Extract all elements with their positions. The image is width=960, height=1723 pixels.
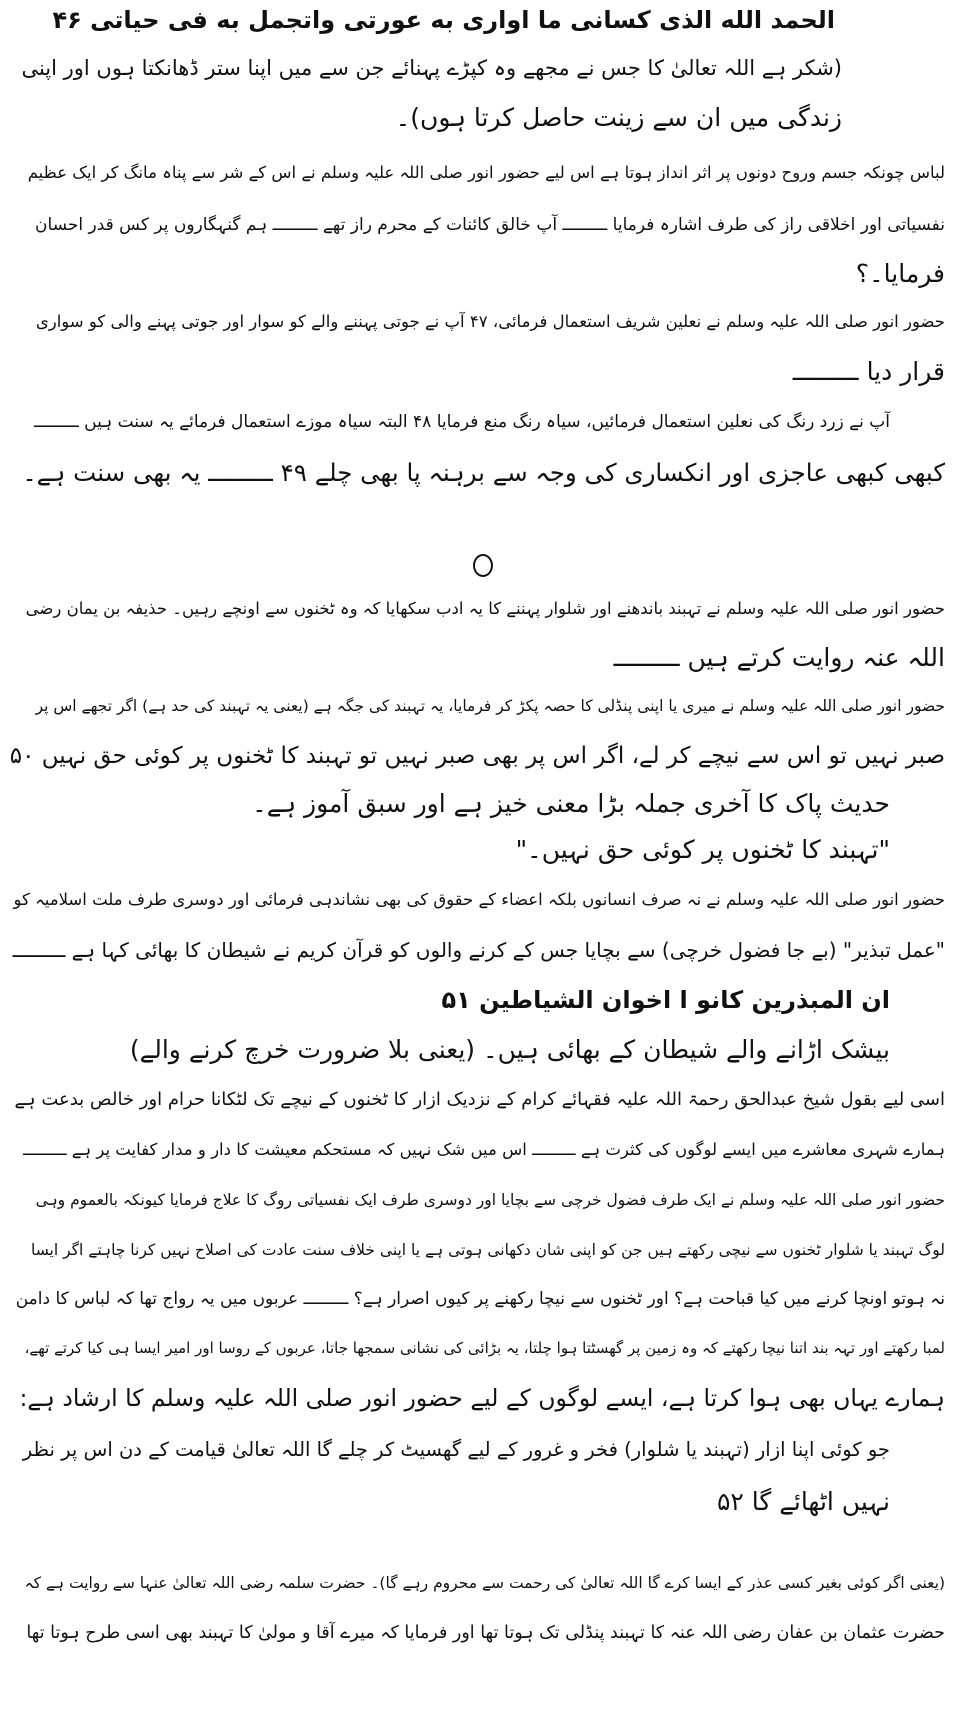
section-divider-circle (473, 554, 493, 577)
text-line: فرمایا۔؟ (855, 259, 945, 288)
text-line: (یعنی اگر کوئی بغیر کسی عذر کے ایسا کرے گا اللہ تعالیٰ کی رحمت سے محروم رہے گا)۔ حضرت سلمہ رضی اللہ تعالیٰ عنہا سے روایت ہے کہ (24, 1574, 945, 1592)
text-line: حضور انور صلی اللہ علیہ وسلم نے ایک طرف فضول خرچی سے بچایا اور دوسری طرف ایک نفسیاتی روگ کا علاج فرمایا کیونکہ بالعموم وہی (35, 1191, 945, 1209)
quran-verse: ان المبذرین کانو ا اخوان الشیاطین ۵۱ (441, 986, 890, 1014)
text-line: نفسیاتی اور اخلاقی راز کی طرف اشارہ فرمایا ـــــــــ آپ خالق کائنات کے محرم راز تھے ـــــــــ ہم گنہگاروں پر کس قدر احسان (35, 215, 945, 235)
text-line: (شکر ہے اللہ تعالیٰ کا جس نے مجھے وہ کپڑے پہنائے جن سے میں اپنا ستر ڈھانکتا ہوں اور اپنی (21, 56, 842, 80)
text-line: کبھی کبھی عاجزی اور انکساری کی وجہ سے برہنہ پا بھی چلے ۴۹ ـــــــــ یہ بھی سنت ہے۔ (22, 458, 945, 487)
text-line: لباس چونکہ جسم وروح دونوں پر اثر انداز ہوتا ہے اس لیے حضور انور صلی اللہ علیہ وسلم نے اس کے شر سے پناہ مانگ کر ایک عظیم (27, 163, 945, 182)
text-line: اسی لیے بقول شیخ عبدالحق رحمۃ اللہ علیہ فقہائے کرام کے نزدیک ازار کا ٹخنوں کے نیچے تک لٹکانا حرام اور خالص بدعت ہے (14, 1089, 945, 1110)
text-line: حضور انور صلی اللہ علیہ وسلم نے تہبند باندھنے اور شلوار پہننے کا یہ ادب سکھایا کہ وہ ٹخنوں سے اونچے رہیں۔ حذیفہ بن یمان رضی (25, 599, 945, 618)
text-line: آپ نے زرد رنگ کی نعلین استعمال فرمائیں، سیاہ رنگ منع فرمایا ۴۸ البتہ سیاہ موزے استعمال فرمائے یہ سنت ہیں ـــــــــ (33, 412, 890, 432)
text-line: حضرت عثمان بن عفان رضی اللہ عنہ کا تہبند پنڈلی تک ہوتا تھا اور فرمایا کہ میرے آقا و مولیٰ کا تہبند بھی اسی طرح ہوتا تھا (26, 1623, 945, 1643)
text-line: ہمارے شہری معاشرے میں ایسے لوگوں کی کثرت ہے ـــــــــ اس میں شک نہیں کہ مستحکم معیشت کا دار و مدار کفایت پر ہے ـــــــــ (23, 1140, 945, 1159)
text-line: حدیث پاک کا آخری جملہ بڑا معنی خیز ہے اور سبق آموز ہے۔ (252, 789, 890, 818)
text-line: حضور انور صلی اللہ علیہ وسلم نے نعلین شریف استعمال فرمائی، ۴۷ آپ نے جوتی پہننے والے کو سوار اور جوتی پہنے والی کو سواری (35, 312, 945, 331)
text-line: زندگی میں ان سے زینت حاصل کرتا ہوں)۔ (395, 103, 842, 132)
text-line: صبر نہیں تو اس سے نیچے کر لے، اگر اس پر بھی صبر نہیں تو تہبند کا ٹخنوں پر کوئی حق نہیں ۵۰ (9, 743, 945, 769)
text-line: قرار دیا ـــــــــ (792, 357, 945, 386)
text-line: بیشک اڑانے والے شیطان کے بھائی ہیں۔ (یعنی بلا ضرورت خرچ کرنے والے) (129, 1035, 890, 1064)
text-line: حضور انور صلی اللہ علیہ وسلم نے نہ صرف انسانوں بلکہ اعضاء کے حقوق کی بھی نشاندہی فرمائی اور دوسری طرف ملت اسلامیہ کو (13, 890, 945, 909)
text-line: لمبا رکھتے اور تہہ بند اتنا نیچا رکھتے کہ وہ زمین پر گھسٹتا ہوا چلتا، یہ بڑائی کی نشانی سمجھا جاتا، عربوں کے روسا اور امیر ایسا ہی کیا کرتے تھے، (24, 1339, 945, 1357)
text-line: نہ ہوتو اونچا کرنے میں کیا قباحت ہے؟ اور ٹخنوں سے نیچا رکھنے پر کیوں اصرار ہے؟ ـــــــــ عربوں میں یہ رواج تھا کہ لباس کا دامن (15, 1289, 945, 1309)
text-line: اللہ عنہ روایت کرتے ہیں ـــــــــ (613, 643, 945, 672)
arabic-supplication: الحمد الله الذی کسانی ما اواری به عورتی واتجمل به فی حیاتی ۴۶ (52, 6, 835, 34)
text-line: "عمل تبذیر" (بے جا فضول خرچی) سے بچایا جس کے کرنے والوں کو قرآن کریم نے شیطان کا بھائی کہا ہے ـــــــــ (12, 938, 945, 962)
text-line: ہمارے یہاں بھی ہوا کرتا ہے، ایسے لوگوں کے لیے حضور انور صلی اللہ علیہ وسلم کا ارشاد ہے: (19, 1384, 945, 1412)
text-line: جو کوئی اپنا ازار (تہبند یا شلوار) فخر و غرور کے لیے گھسیٹ کر چلے گا اللہ تعالیٰ قیامت کے دن اس پر نظر (22, 1438, 890, 1461)
text-line: "تہبند کا ٹخنوں پر کوئی حق نہیں۔" (515, 835, 890, 864)
text-line: حضور انور صلی اللہ علیہ وسلم نے میری یا اپنی پنڈلی کا حصہ پکڑ کر فرمایا، یہ تہبند کی جگہ ہے (یعنی یہ تہبند کی حد ہے) اگر تجھے اس پر (35, 697, 945, 715)
text-line: لوگ تہبند یا شلوار ٹخنوں سے نیچی رکھتے ہیں جن کو اپنی شان دکھانی ہوتی ہے یا اپنی خلاف سنت عادت کی اصلاح نہیں کرنا چاہتے اگر ایسا (30, 1241, 945, 1259)
text-line: نہیں اٹھائے گا ۵۲ (716, 1487, 890, 1516)
